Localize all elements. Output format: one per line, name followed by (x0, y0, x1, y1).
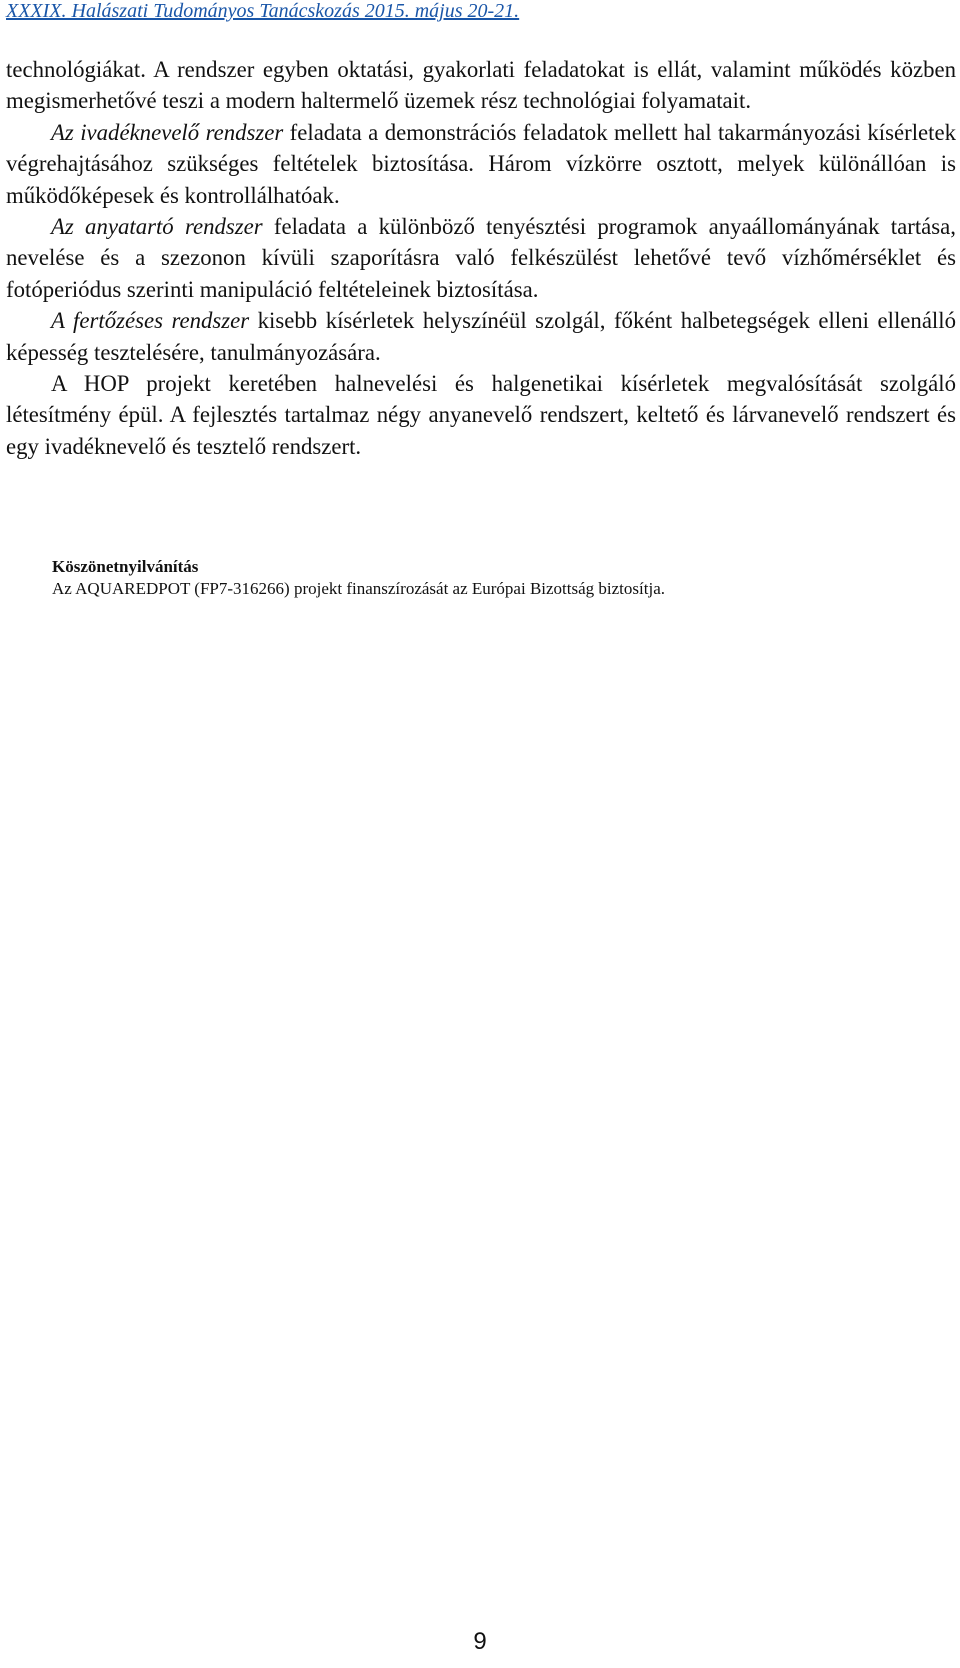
acknowledgement-title: Köszönetnyilvánítás (52, 557, 199, 576)
emphasis-term: Az ivadéknevelő rendszer (51, 119, 284, 145)
page-number: 9 (473, 1628, 487, 1655)
paragraph-hop-projekt: A HOP projekt keretében halnevelési és halgenetikai kísérletek megvalósítását szolgáló létesítmény épül. A fejlesztés tartalmaz négy anyanevelő rendszert, keltető és lárvanevelő rendszert és egy ivadéknevelő és tesztelő rendszert. (6, 371, 956, 459)
emphasis-term: Az anyatartó rendszer (51, 214, 263, 240)
acknowledgement-text: Az AQUAREDPOT (FP7-316266) projekt finanszírozását az Európai Bizottság biztosítja. (52, 579, 665, 598)
running-header: XXXIX. Halászati Tudományos Tanácskozás 2015. május 20-21. (6, 0, 520, 22)
emphasis-term: A fertőzéses rendszer (51, 308, 250, 334)
body-text (6, 54, 956, 462)
paragraph-continuation: technológiákat. A rendszer egyben oktatási, gyakorlati feladatokat is ellát, valamint működés közben megismerhetővé teszi a modern haltermelő üzemek rész technológiai folyamatait. (6, 57, 956, 114)
paragraph-text: feladata a demonstrációs feladatok mellett hal takarmányozási kísérletek végrehajtásához szükséges feltételek biztosítása. Három vízkörre osztott, melyek különállóan is működőképesek és kontrollálhatóak. (6, 119, 957, 208)
paragraph-text: feladata a különböző tenyésztési programok anyaállományának tartása, nevelése és a szezonon kívüli szaporításra való felkészülést lehetővé tevő vízhőmérséklet és fotóperiódus szerinti manipuláció feltételeinek biztosítása. (6, 214, 956, 302)
paragraph-ivadeknevelo (6, 117, 956, 211)
acknowledgement-section (52, 556, 932, 600)
paragraph-text: kisebb kísérletek helyszínéül szolgál, főként halbetegségek elleni ellenálló képesség tesztelésére, tanulmányozására. (6, 308, 956, 365)
paragraph-fertozeses (6, 305, 956, 368)
paragraph-anyatarto (6, 211, 956, 305)
